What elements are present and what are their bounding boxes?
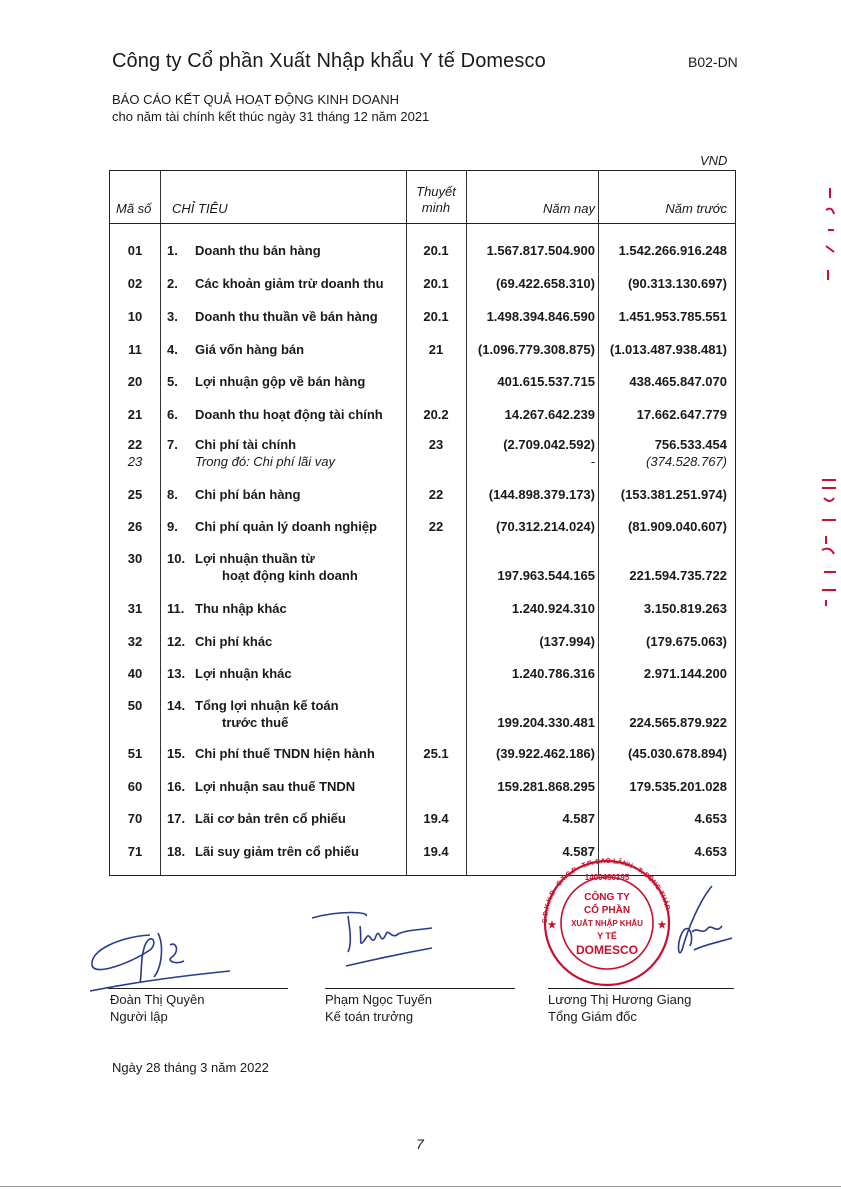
row-current-year: 4.587 bbox=[562, 811, 595, 826]
seal-line4: Y TẾ bbox=[597, 931, 617, 941]
column-divider bbox=[160, 171, 161, 875]
report-period: cho năm tài chính kết thúc ngày 31 tháng 12 năm 2021 bbox=[112, 109, 430, 124]
row-number: 5. bbox=[167, 374, 178, 389]
row-label: Doanh thu hoạt động tài chính bbox=[195, 407, 383, 422]
row-label: Doanh thu bán hàng bbox=[195, 243, 321, 258]
header-previous-year: Năm trước bbox=[665, 201, 727, 216]
row-previous-year: 2.971.144.200 bbox=[643, 666, 727, 681]
row-label-continued: hoạt động kinh doanh bbox=[222, 568, 358, 583]
row-note: 20.1 bbox=[423, 276, 449, 291]
signature-line bbox=[325, 988, 515, 989]
row-previous-year: 3.150.819.263 bbox=[643, 601, 727, 616]
row-code: 50 bbox=[127, 698, 143, 713]
row-code: 02 bbox=[127, 276, 143, 291]
row-number: 17. bbox=[167, 811, 186, 826]
page-bottom-rule bbox=[0, 1186, 841, 1187]
row-previous-year: 221.594.735.722 bbox=[629, 568, 727, 583]
row-number: 13. bbox=[167, 666, 186, 681]
row-label: Lợi nhuận gộp về bán hàng bbox=[195, 374, 366, 389]
row-current-year: 199.204.330.481 bbox=[497, 715, 595, 730]
row-number: 11. bbox=[167, 601, 185, 616]
seal-ring-text: S.Đ.K.K.D · C.T.C.P · T.P. CAO LÃNH - T. ĐỒNG THÁP bbox=[541, 858, 671, 924]
row-label: Chi phí bán hàng bbox=[195, 487, 301, 502]
row-previous-year: (45.030.678.894) bbox=[627, 746, 727, 761]
row-current-year: 1.498.394.846.590 bbox=[486, 309, 595, 324]
row-label: Trong đó: Chi phí lãi vay bbox=[195, 454, 335, 469]
row-note: 20.1 bbox=[423, 309, 449, 324]
row-code: 40 bbox=[127, 666, 143, 681]
row-current-year: (144.898.379.173) bbox=[488, 487, 595, 502]
currency-unit: VND bbox=[700, 153, 728, 168]
row-code: 25 bbox=[127, 487, 143, 502]
row-previous-year: 224.565.879.922 bbox=[629, 715, 727, 730]
row-code: 20 bbox=[127, 374, 143, 389]
row-code: 51 bbox=[127, 746, 143, 761]
row-number: 12. bbox=[167, 634, 186, 649]
seal-line1: CÔNG TY bbox=[584, 892, 630, 903]
column-divider bbox=[598, 171, 599, 875]
row-code: 11 bbox=[128, 342, 142, 357]
row-current-year: (2.709.042.592) bbox=[503, 437, 595, 452]
row-current-year: (70.312.214.024) bbox=[495, 519, 595, 534]
row-previous-year: 1.451.953.785.551 bbox=[618, 309, 727, 324]
signing-date: Ngày 28 tháng 3 năm 2022 bbox=[112, 1060, 269, 1075]
report-title: BÁO CÁO KẾT QUẢ HOẠT ĐỘNG KINH DOANH bbox=[112, 92, 400, 107]
row-current-year: (69.422.658.310) bbox=[495, 276, 595, 291]
row-number: 10. bbox=[167, 551, 186, 566]
row-note: 25.1 bbox=[423, 746, 449, 761]
seal-line3: XUẤT NHẬP KHẨU bbox=[571, 919, 643, 928]
row-current-year: (137.994) bbox=[539, 634, 595, 649]
director-name: Lương Thị Hương Giang bbox=[548, 992, 692, 1007]
row-label-continued: trước thuế bbox=[222, 715, 289, 730]
company-seal bbox=[522, 858, 692, 988]
row-code: 30 bbox=[127, 551, 143, 566]
header-code: Mã số bbox=[116, 201, 152, 216]
row-previous-year: (374.528.767) bbox=[646, 454, 727, 469]
row-previous-year: 17.662.647.779 bbox=[636, 407, 727, 422]
row-code: 23 bbox=[127, 454, 143, 469]
row-number: 18. bbox=[167, 844, 186, 859]
row-label: Lãi cơ bản trên cổ phiếu bbox=[195, 811, 346, 826]
signature-chief-accountant-mark bbox=[300, 900, 470, 980]
row-code: 10 bbox=[127, 309, 143, 324]
row-code: 22 bbox=[127, 437, 143, 452]
row-code: 32 bbox=[127, 634, 143, 649]
seal-star-icon: ★ bbox=[657, 920, 667, 931]
row-previous-year: 4.653 bbox=[694, 811, 727, 826]
row-previous-year: 438.465.847.070 bbox=[629, 374, 727, 389]
row-label: Lợi nhuận sau thuế TNDN bbox=[195, 779, 356, 794]
row-current-year: (1.096.779.308.875) bbox=[477, 342, 595, 357]
row-number: 8. bbox=[167, 487, 178, 502]
row-number: 16. bbox=[167, 779, 186, 794]
row-current-year: 159.281.868.295 bbox=[497, 779, 595, 794]
row-number: 9. bbox=[167, 519, 178, 534]
row-number: 14. bbox=[167, 698, 186, 713]
row-code: 26 bbox=[127, 519, 143, 534]
row-previous-year: (179.675.063) bbox=[646, 634, 727, 649]
row-label: Doanh thu thuần về bán hàng bbox=[195, 309, 378, 324]
row-note: 19.4 bbox=[423, 844, 449, 859]
row-previous-year: 756.533.454 bbox=[654, 437, 727, 452]
row-current-year: 1.240.924.310 bbox=[511, 601, 595, 616]
page-number: 7 bbox=[416, 1136, 424, 1152]
header-note-line2: minh bbox=[421, 200, 451, 215]
seal-line2: CỔ PHẦN bbox=[583, 905, 631, 916]
director-role: Tổng Giám đốc bbox=[548, 1009, 637, 1024]
row-note: 20.1 bbox=[423, 243, 449, 258]
row-current-year: 1.567.817.504.900 bbox=[486, 243, 595, 258]
row-number: 15. bbox=[167, 746, 186, 761]
row-label: Các khoản giảm trừ doanh thu bbox=[195, 276, 384, 291]
row-code: 21 bbox=[127, 407, 143, 422]
row-code: 01 bbox=[127, 243, 143, 258]
row-label: Chi phí quản lý doanh nghiệp bbox=[195, 519, 377, 534]
company-name: Công ty Cổ phần Xuất Nhập khẩu Y tế Domesco bbox=[112, 50, 546, 72]
header-note-line1: Thuyết bbox=[416, 184, 456, 199]
row-number: 3. bbox=[167, 309, 178, 324]
row-note: 22 bbox=[428, 519, 444, 534]
row-code: 70 bbox=[127, 811, 143, 826]
preparer-name: Đoàn Thị Quyên bbox=[110, 992, 205, 1007]
row-label: Lãi suy giảm trên cổ phiếu bbox=[195, 844, 359, 859]
row-current-year: - bbox=[590, 454, 595, 469]
row-note: 19.4 bbox=[423, 811, 449, 826]
row-label: Giá vốn hàng bán bbox=[195, 342, 305, 357]
row-label: Chi phí thuế TNDN hiện hành bbox=[195, 746, 375, 761]
row-previous-year: 179.535.201.028 bbox=[629, 779, 727, 794]
row-code: 60 bbox=[127, 779, 143, 794]
row-number: 1. bbox=[167, 243, 178, 258]
row-current-year: 197.963.544.165 bbox=[497, 568, 595, 583]
preparer-role: Người lập bbox=[110, 1009, 168, 1024]
row-note: 20.2 bbox=[423, 407, 449, 422]
signature-line bbox=[108, 988, 288, 989]
row-number: 6. bbox=[167, 407, 178, 422]
row-current-year: 401.615.537.715 bbox=[497, 374, 595, 389]
row-label: Tổng lợi nhuận kế toán bbox=[195, 698, 339, 713]
column-divider bbox=[466, 171, 467, 875]
row-label: Thu nhập khác bbox=[195, 601, 287, 616]
form-code: B02-DN bbox=[688, 54, 738, 70]
seal-star-icon: ★ bbox=[547, 920, 557, 931]
signature-line bbox=[548, 988, 734, 989]
edge-stamp-fragments bbox=[812, 180, 840, 620]
row-current-year: 14.267.642.239 bbox=[504, 407, 595, 422]
row-previous-year: (81.909.040.607) bbox=[627, 519, 727, 534]
row-previous-year: 1.542.266.916.248 bbox=[618, 243, 727, 258]
header-current-year: Năm nay bbox=[542, 201, 595, 216]
row-note: 21 bbox=[428, 342, 444, 357]
signature-preparer-mark bbox=[80, 905, 260, 995]
chief-accountant-role: Kế toán trưởng bbox=[325, 1009, 414, 1024]
row-number: 4. bbox=[167, 342, 178, 357]
row-code: 31 bbox=[127, 601, 143, 616]
chief-accountant-name: Phạm Ngọc Tuyến bbox=[325, 992, 432, 1007]
row-code: 71 bbox=[127, 844, 143, 859]
row-label: Lợi nhuận khác bbox=[195, 666, 292, 681]
income-statement-table bbox=[109, 170, 736, 876]
row-current-year: 1.240.786.316 bbox=[511, 666, 595, 681]
row-previous-year: (1.013.487.938.481) bbox=[609, 342, 727, 357]
row-label: Lợi nhuận thuần từ bbox=[195, 551, 315, 566]
row-number: 7. bbox=[167, 437, 178, 452]
header-divider bbox=[110, 223, 735, 224]
row-previous-year: (153.381.251.974) bbox=[620, 487, 727, 502]
row-label: Chi phí khác bbox=[195, 634, 273, 649]
header-item: CHỈ TIÊU bbox=[172, 201, 228, 216]
row-note: 22 bbox=[428, 487, 444, 502]
row-previous-year: (90.313.130.697) bbox=[627, 276, 727, 291]
row-number: 2. bbox=[167, 276, 178, 291]
row-note: 23 bbox=[428, 437, 444, 452]
row-label: Chi phí tài chính bbox=[195, 437, 297, 452]
seal-line5: DOMESCO bbox=[575, 943, 639, 957]
seal-number: 1400460395 bbox=[584, 873, 630, 882]
row-current-year: 4.587 bbox=[562, 844, 595, 859]
row-current-year: (39.922.462.186) bbox=[495, 746, 595, 761]
row-previous-year: 4.653 bbox=[694, 844, 727, 859]
